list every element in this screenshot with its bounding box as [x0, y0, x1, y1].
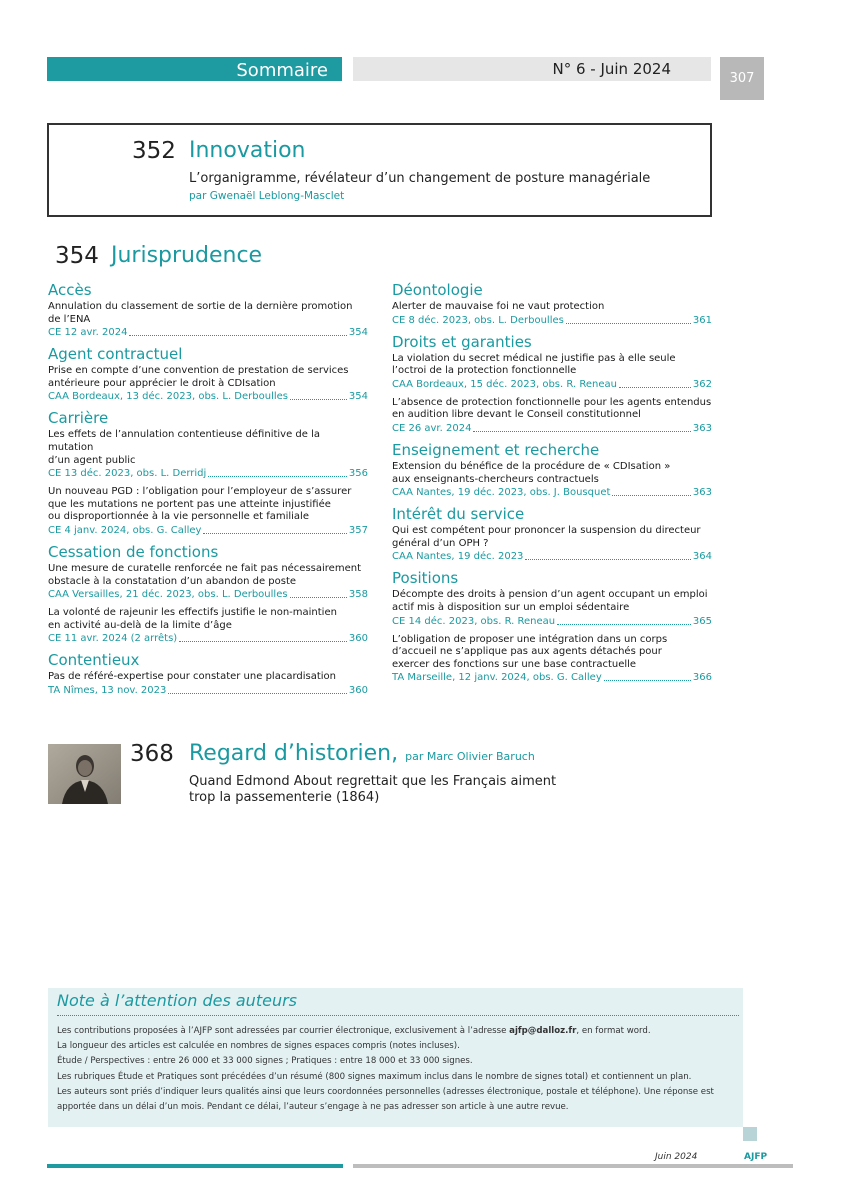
entry-reference [48, 390, 368, 403]
leader-dots [168, 693, 347, 694]
category-heading[interactable]: Intérêt du service [392, 505, 525, 524]
toc-entry[interactable] [48, 671, 368, 697]
entry-title-line: Extension du bénéfice de la procédure de « CDIsation » [392, 460, 671, 472]
entry-title-line: La violation du secret médical ne justifie pas à elle seule [392, 352, 676, 364]
entry-title-line: général d’un OPH ? [392, 537, 489, 549]
regard-page-number: 368 [130, 741, 174, 767]
entry-reference [392, 314, 712, 327]
entry-page-number: 363 [692, 422, 712, 434]
entry-page-number: 365 [692, 615, 712, 627]
entry-ref-text: CE 8 déc. 2023, obs. L. Derboulles [392, 314, 564, 326]
category-heading[interactable]: Carrière [48, 409, 109, 428]
entry-title-line: Alerter de mauvaise foi ne vaut protection [392, 301, 605, 312]
issue-label: N° 6 - Juin 2024 [552, 60, 671, 78]
leader-dots [566, 323, 691, 324]
entry-ref-text: TA Nîmes, 13 nov. 2023 [48, 684, 167, 696]
entry-ref-text: CE 11 avr. 2024 (2 arrêts) [48, 633, 178, 645]
toc-entry[interactable] [48, 365, 368, 403]
regard-subtitle-line-1: Quand Edmond About regrettait que les Français aiment [189, 774, 557, 789]
footer-grey-bar [353, 1164, 793, 1168]
entry-title-line: obstacle à la constatation d’un abandon de poste [48, 575, 297, 587]
leader-dots [129, 335, 346, 336]
entry-page-number: 358 [348, 589, 368, 601]
note-line-5: Les auteurs sont priés d’indiquer leurs qualités ainsi que leurs coordonnées personnelles (adresses électronique, postale et téléphone). Une réponse est apportée dans un délai d’un mois. Pendant ce délai, l’auteur s’engage à ne pas adresser son article à une autre revue. [57, 1086, 714, 1113]
entry-ref-text: CAA Bordeaux, 13 déc. 2023, obs. L. Derboulles [48, 391, 288, 403]
entry-ref-text: CAA Nantes, 19 déc. 2023, obs. J. Bousquet [392, 487, 611, 499]
innovation-author: par Gwenaël Leblong-Masclet [189, 190, 345, 202]
note-line-4: Les rubriques Étude et Pratiques sont précédées d’un résumé (800 signes maximum inclus dans le nombre de signes total) et contiennent un plan. [57, 1071, 692, 1082]
entry-reference [48, 684, 368, 697]
leader-dots [619, 387, 691, 388]
leader-dots [604, 680, 691, 681]
regard-title[interactable] [189, 741, 535, 766]
category-heading[interactable]: Déontologie [392, 281, 483, 299]
entry-title-line: Annulation du classement de sortie de la dernière promotion [48, 301, 353, 312]
note-email-link[interactable]: ajfp@dalloz.fr [509, 1026, 577, 1036]
entry-reference [48, 524, 368, 537]
footer-date: Juin 2024 [655, 1152, 698, 1162]
entry-ref-text: CE 26 avr. 2024 [392, 422, 472, 434]
leader-dots [473, 431, 690, 432]
jurisprudence-left-column [48, 281, 368, 703]
toc-entry[interactable] [48, 486, 368, 537]
entry-page-number: 360 [348, 684, 368, 696]
note-line-1-start: Les contributions proposées à l’AJFP sont adressées par courrier électronique, exclusivement à l’adresse [57, 1026, 510, 1036]
entry-page-number: 364 [692, 551, 712, 563]
note-line-1 [57, 1024, 739, 1039]
note-line-3: Étude / Perspectives : entre 26 000 et 33 000 signes ; Pratiques : entre 18 000 et 33 000 signes. [57, 1056, 473, 1067]
jurisprudence-page-number: 354 [55, 243, 99, 269]
footer-brand: AJFP [744, 1152, 768, 1162]
toc-entry[interactable] [48, 429, 368, 480]
entry-title-line: Qui est compétent pour prononcer la suspension du directeur [392, 525, 701, 537]
toc-entry[interactable] [48, 607, 368, 645]
entry-page-number: 356 [348, 468, 368, 480]
entry-page-number: 366 [692, 672, 712, 684]
entry-title-line: exercer des fonctions sur une base contractuelle [392, 658, 637, 670]
entry-title-line: Un nouveau PGD : l’obligation pour l’employeur de s’assurer [48, 486, 352, 498]
category-heading[interactable]: Cessation de fonctions [48, 542, 219, 561]
entry-page-number: 354 [348, 327, 368, 339]
note-line-1-end: , en format word. [576, 1026, 651, 1036]
regard-subtitle [189, 774, 609, 806]
entry-title-line: en activité au-delà de la limite d’âge [48, 619, 232, 631]
entry-ref-text: CE 14 déc. 2023, obs. R. Reneau [392, 615, 556, 627]
innovation-title[interactable]: Innovation [189, 138, 306, 163]
entry-title-line: Décompte des droits à pension d’un agent occupant un emploi [392, 589, 708, 601]
entry-ref-text: CAA Bordeaux, 15 déc. 2023, obs. R. Reneau [392, 378, 617, 390]
entry-title-line: La volonté de rajeunir les effectifs justifie le non-maintien [48, 607, 337, 619]
leader-dots [612, 495, 691, 496]
entry-title-line: que les mutations ne portent pas une atteinte injustifiée [48, 498, 331, 510]
entry-title-line: aux enseignants-chercheurs contractuels [392, 473, 599, 485]
entry-ref-text: CAA Nantes, 19 déc. 2023 [392, 551, 524, 563]
entry-ref-text: CAA Versailles, 21 déc. 2023, obs. L. Derboulles [48, 589, 288, 601]
entry-reference [392, 615, 712, 628]
entry-title-line: en audition libre devant le Conseil constitutionnel [392, 409, 641, 421]
jurisprudence-title[interactable]: Jurisprudence [111, 243, 263, 268]
toc-entry[interactable] [392, 634, 712, 685]
portrait-image [48, 744, 121, 804]
toc-entry[interactable] [392, 301, 712, 327]
entry-title-line: Prise en compte d’une convention de prestation de services [48, 365, 349, 377]
category-heading[interactable]: Positions [392, 569, 459, 588]
entry-page-number: 363 [692, 487, 712, 499]
historian-portrait [48, 744, 121, 804]
entry-ref-text: TA Marseille, 12 janv. 2024, obs. G. Calley [392, 672, 602, 684]
toc-entry[interactable] [392, 525, 712, 563]
toc-entry[interactable] [48, 563, 368, 601]
entry-ref-text: CE 12 avr. 2024 [48, 327, 128, 339]
entry-title-line: l’octroi de la protection fonctionnelle [392, 365, 577, 377]
regard-title-text: Regard d’historien, [189, 741, 399, 766]
entry-title-line: Une mesure de curatelle renforcée ne fait pas nécessairement [48, 562, 361, 574]
regard-author: par Marc Olivier Baruch [405, 750, 535, 763]
leader-dots [290, 597, 347, 598]
toc-entry[interactable] [48, 301, 368, 339]
toc-entry[interactable] [392, 353, 712, 391]
entry-reference [392, 378, 712, 391]
page-number: 307 [720, 57, 764, 100]
entry-title-line: de l’ENA [48, 313, 91, 325]
leader-dots [525, 559, 690, 560]
entry-page-number: 360 [348, 633, 368, 645]
jurisprudence-right-column [392, 281, 712, 690]
entry-reference [48, 326, 368, 339]
entry-title-line: d’accueil ne s’applique pas aux agents détachés pour [392, 646, 662, 658]
entry-reference [392, 671, 712, 684]
leader-dots [208, 476, 347, 477]
innovation-page-number: 352 [132, 138, 176, 164]
entry-title-line: Pas de référé-expertise pour constater une placardisation [48, 671, 337, 683]
note-divider [57, 1015, 739, 1016]
leader-dots [290, 399, 347, 400]
entry-title-line: Les effets de l’annulation contentieuse définitive de la mutation [48, 429, 321, 453]
toc-entry[interactable] [392, 461, 712, 499]
entry-title-line: d’un agent public [48, 454, 136, 466]
category-heading[interactable]: Enseignement et recherche [392, 440, 600, 459]
page-title: Sommaire [236, 60, 328, 81]
footer-teal-bar [47, 1164, 343, 1168]
entry-title-line: antérieure pour apprécier le droit à CDIsation [48, 377, 276, 389]
entry-page-number: 362 [692, 378, 712, 390]
note-line-2: La longueur des articles est calculée en nombres de signes espaces compris (notes incluses). [57, 1041, 460, 1052]
entry-reference [392, 550, 712, 563]
entry-page-number: 361 [692, 314, 712, 326]
entry-ref-text: CE 13 déc. 2023, obs. L. Derridj [48, 468, 207, 480]
entry-title-line: L’obligation de proposer une intégration dans un corps [392, 633, 668, 645]
category-heading[interactable]: Accès [48, 281, 92, 299]
entry-reference [392, 486, 712, 499]
leader-dots [179, 641, 347, 642]
toc-entry[interactable] [392, 397, 712, 435]
toc-entry[interactable] [392, 589, 712, 627]
leader-dots [557, 624, 691, 625]
category-heading[interactable]: Contentieux [48, 651, 140, 670]
entry-reference [48, 588, 368, 601]
entry-reference [392, 422, 712, 435]
leader-dots [203, 533, 346, 534]
entry-page-number: 354 [348, 391, 368, 403]
entry-ref-text: CE 4 janv. 2024, obs. G. Calley [48, 524, 202, 536]
entry-page-number: 357 [348, 524, 368, 536]
note-text [57, 1024, 739, 1115]
note-title: Note à l’attention des auteurs [57, 991, 297, 1010]
innovation-subtitle: L’organigramme, révélateur d’un changement de posture managériale [189, 171, 651, 186]
entry-reference [48, 467, 368, 480]
entry-title-line: ou disproportionnée à la vie personnelle et familiale [48, 511, 309, 523]
category-heading[interactable]: Droits et garanties [392, 332, 532, 351]
note-box-corner [743, 1127, 757, 1141]
entry-title-line: L’absence de protection fonctionnelle pour les agents entendus [392, 396, 712, 408]
category-heading[interactable]: Agent contractuel [48, 345, 183, 364]
entry-title-line: actif mis à disposition sur un emploi sédentaire [392, 601, 630, 613]
regard-subtitle-line-2: trop la passementerie (1864) [189, 790, 380, 805]
entry-reference [48, 632, 368, 645]
